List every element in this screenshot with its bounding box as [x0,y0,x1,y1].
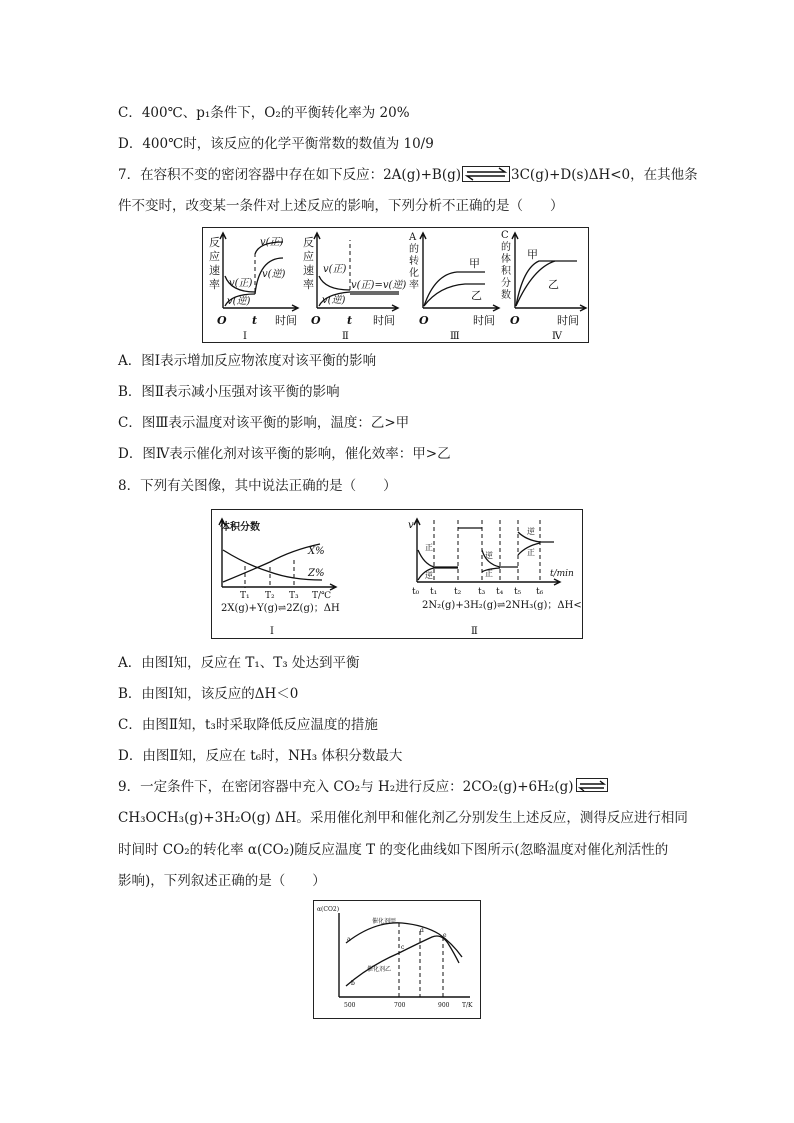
q7-panel-1 [209,233,298,342]
q7-stem-line2: 件不变时，改变某一条件对上述反应的影响，下列分析不正确的是（ ） [118,198,564,214]
q7-p2-vz: v(正) [323,264,347,275]
q7-p4-ylabel-1: C [501,230,509,241]
q8-g1-z-label: Z% [308,568,325,579]
q9-xtick-500: 500 [344,1002,356,1009]
q8-g2-zheng-1: 正 [425,543,433,552]
reversible-arrow-icon [576,778,608,792]
q8-figure-svg [212,510,582,638]
q7-p1-vn: v(逆) [227,296,251,307]
q7-p1-t: t [252,314,258,327]
q7-p2-vn: v(逆) [322,295,346,306]
q7-p2-roman: Ⅱ [342,331,349,342]
q8-g1-equation: 2X(g)+Y(g)⇌2Z(g)；ΔH [221,603,340,614]
q9-point-d: d [420,927,424,934]
q7-stem-part1: 7．在容积不变的密闭容器中存在如下反应：2A(g)+B(g) [118,167,462,183]
q8-g2-roman: Ⅱ [471,626,478,637]
q8-stem: 8．下列有关图像，其中说法正确的是（ ） [118,478,397,494]
q9-catalyst-a-label: 催化剂甲 [372,918,397,925]
q8-g1-ylabel: 体积分数 [220,522,260,533]
q7-p1-vz: v(正) [229,278,253,289]
q7-p1-roman: Ⅰ [243,331,247,342]
q9-ylabel: α(CO2) [317,906,340,913]
q8-g2-tick-t2: t₂ [454,587,462,597]
q7-p3-yi: 乙 [471,289,482,302]
q8-g1-tick-1: T₁ [240,591,250,601]
q7-option-c: C．图Ⅲ表示温度对该平衡的影响，温度：乙>甲 [118,415,410,431]
q7-p4-ylabel-5: 分 [501,278,511,289]
q7-p2-t: t [347,314,353,327]
q7-p4-ylabel-4: 积 [501,266,511,277]
q7-p2-ylabel-2: 应 [303,250,314,263]
q9-point-a: a [347,936,351,943]
q8-g2-equation: 2N₂(g)+3H₂(g)⇌2NH₃(g)；ΔH<0 [422,600,582,611]
q8-figure [211,509,583,639]
q7-option-d: D．图Ⅳ表示催化剂对该平衡的影响，催化效率：甲>乙 [118,446,451,462]
q8-g2-ylabel: v [408,520,414,531]
q8-option-d: D．由图Ⅱ知，反应在 t₆时，NH₃ 体积分数最大 [118,748,403,764]
q9-stem-line1 [118,778,608,796]
q8-g1-xlabel: T/℃ [312,591,332,601]
q7-figure [202,227,589,343]
q8-g2-tick-t1: t₁ [430,587,438,597]
q8-g2-tick-t0: t₀ [412,587,420,597]
q9-stem-part1: 9．一定条件下，在密闭容器中充入 CO₂与 H₂进行反应：2CO₂(g)+6H₂(g) [118,779,574,795]
q7-p1-ylabel-3: 速 [209,264,220,277]
q9-stem-line3: 时间时 CO₂的转化率 α(CO₂)随反应温度 T 的变化曲线如下图所示(忽略温度对催化剂活性的 [118,842,669,858]
q9-xlabel: T/K [462,1002,473,1009]
q7-stem-line1 [118,166,698,184]
q8-g2-tick-t6: t₆ [536,587,544,597]
q7-p2-ylabel-4: 率 [303,278,314,291]
q8-g2-ni-3: 逆 [527,527,535,536]
q7-p4-ylabel-3: 体 [501,254,511,265]
q7-option-a: A．图Ⅰ表示增加反应物浓度对该平衡的影响 [118,353,377,369]
q7-p3-xlabel: 时间 [473,314,495,327]
q9-xtick-900: 900 [438,1002,450,1009]
q7-figure-svg [203,228,588,342]
q9-point-b: b [351,980,355,987]
q7-p1-vn2: v(逆) [262,269,286,280]
q9-stem-line2: CH₃OCH₃(g)+3H₂O(g) ΔH。采用催化剂甲和催化剂乙分别发生上述反应，测得反应进行相同 [118,810,688,826]
q7-p3-roman: Ⅲ [450,331,460,342]
q7-p2-eq: v(正)=v(逆) [351,280,407,291]
q6-option-d: D．400℃时，该反应的化学平衡常数的数值为 10/9 [118,136,434,152]
q7-p3-ylabel-3: 转 [409,256,419,267]
q7-p3-ylabel-1: A [409,232,417,243]
q7-p4-jia: 甲 [527,248,538,261]
q8-option-b: B．由图Ⅰ知，该反应的ΔH＜0 [118,686,299,702]
q9-point-c: c [401,944,405,951]
q8-g1-roman: Ⅰ [270,626,274,637]
q8-graph-2 [408,519,582,637]
q8-g2-tick-t4: t₄ [496,587,504,597]
q9-figure-svg [314,901,480,1018]
q8-g2-tick-t5: t₅ [514,587,522,597]
q6-option-c: C．400℃、p₁条件下，O₂的平衡转化率为 20% [118,105,410,121]
q7-panel-3 [408,232,499,342]
q7-p1-ylabel-1: 反 [209,236,220,249]
q8-g1-x-label: X% [308,546,325,557]
q7-p2-xlabel: 时间 [373,314,395,327]
q7-p3-ylabel-2: 的 [409,244,419,255]
q8-g2-ni-2: 逆 [485,551,493,560]
q8-g2-ni-1: 逆 [425,571,433,580]
q8-g2-tick-t3: t₃ [478,587,486,597]
q7-p4-ylabel-2: 的 [501,242,511,253]
q9-figure [313,900,481,1019]
q8-g2-zheng-3: 正 [527,548,535,557]
q7-stem-part2: 3C(g)+D(s)ΔH<0，在其他条 [511,167,698,183]
q9-point-e: e [443,932,447,939]
q7-p4-yi: 乙 [548,278,559,291]
q9-catalyst-b-label: 催化剂乙 [367,966,392,973]
q9-xtick-700: 700 [394,1002,406,1009]
q8-graph-1 [219,519,340,637]
q7-p3-ylabel-5: 率 [409,280,419,291]
q7-panel-2 [303,233,406,342]
q7-p1-xlabel: 时间 [275,314,297,327]
q8-g1-tick-3: T₃ [289,591,299,601]
q7-p4-ylabel-6: 数 [501,290,511,301]
q7-p3-origin: O [419,314,429,327]
q7-p1-vz2: v(正) [260,237,284,248]
q7-panel-4 [501,230,586,342]
q7-p4-roman: Ⅳ [552,331,562,342]
q7-p3-jia: 甲 [469,257,480,270]
q7-p1-origin: O [217,314,227,327]
q7-p2-origin: O [311,314,321,327]
q9-stem-line4: 影响)，下列叙述正确的是（ ） [118,873,326,889]
reversible-arrow-icon [462,166,510,182]
q8-g2-xlabel: t/min [550,569,574,579]
q8-option-a: A．由图Ⅰ知，反应在 T₁、T₃ 处达到平衡 [118,655,360,671]
q7-p4-origin: O [510,314,520,327]
q7-p3-ylabel-4: 化 [409,268,419,279]
q7-option-b: B．图Ⅱ表示减小压强对该平衡的影响 [118,384,340,400]
q7-p4-xlabel: 时间 [557,314,579,327]
q8-option-c: C．由图Ⅱ知，t₃时采取降低反应温度的措施 [118,717,378,733]
q7-p2-ylabel-3: 速 [303,264,314,277]
q7-p2-ylabel-1: 反 [303,236,314,249]
q8-g2-zheng-2: 正 [485,569,493,578]
q8-g1-tick-2: T₂ [265,591,275,601]
q7-p1-ylabel-2: 应 [209,250,220,263]
q7-p1-ylabel-4: 率 [209,278,220,291]
